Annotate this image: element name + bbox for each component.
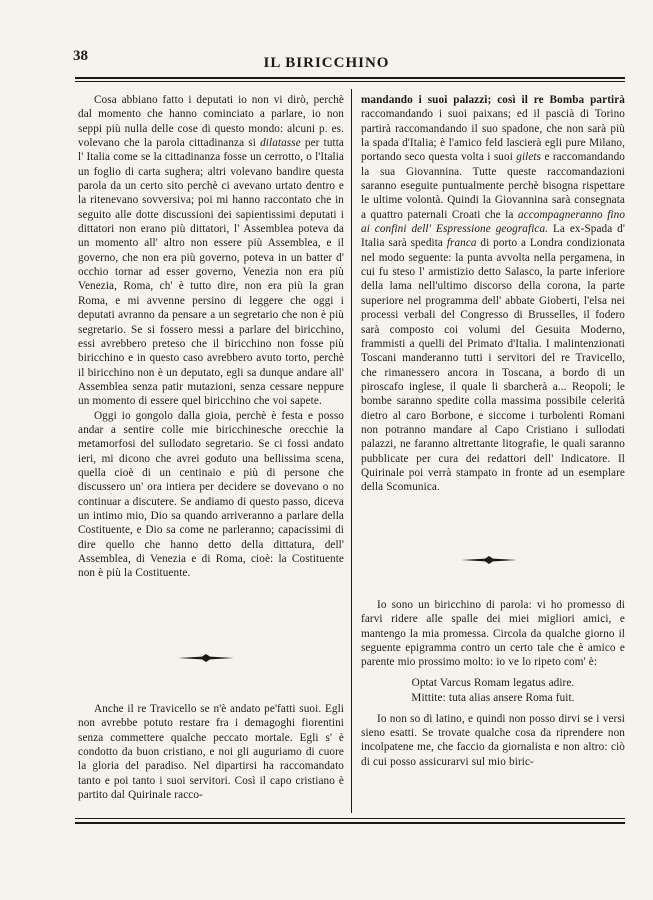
left-column-top	[78, 93, 344, 581]
bold-run: mandando i suoi palazzi; così il re Bomba partirà	[361, 94, 625, 106]
column-divider	[351, 89, 352, 813]
italic-run: accompagneranno fino ai confini dell' Espressione geografica.	[361, 208, 626, 236]
italic-run: dilatasse	[260, 137, 301, 150]
right-paragraph-3: Io non so di latino, e quindi non posso dirvi se i versi sieno esatti. Se trovate qualche cosa da riprendere non incolpatene me, che faccio da giornalista e non altro: ciò di cui posso assicurarvi sul mio biric-	[361, 712, 625, 768]
page-title: IL BIRICCHINO	[263, 55, 390, 71]
epigram-line-2: Mittite: tuta alias ansere Roma fuit.	[411, 691, 575, 704]
page-number: 38	[73, 48, 88, 64]
left-paragraph-2: Oggi io gongolo dalla gioia, perchè è festa e posso andar a sentire colle mie biricchinesche orecchie la metamorfosi del sullodato segretario. Se ci fossi andato ieri, mi dicono che avrei goduto una bellissima scena, quella cioè di un centinaio e più di persone che discussero un' ora intiera per decidere se dovevano o no continuar a discutere. Se andiamo di questo passo, diceva un intimo mio, Dio sa quando arriveranno a parlare della Costituente, e Dio sa come ne parleranno; capacissimi di dire quello che hanno detto della dittatura, dell' Assemblea, di Venezia e di Roma, cioè: la Costituente non è più la Costituente.	[78, 409, 344, 580]
italic-run: franca	[446, 237, 477, 250]
text-run: e raccomandando la sua Giovannina. Tutte queste raccomandazioni saranno eseguite puntualmente perchè bisogna rispettare le ultime volontà. Quindi la Giovannina sarà consegnata a quattro paternali Croati che la	[361, 151, 625, 221]
epigram	[361, 676, 625, 706]
text-run: Cosa abbiano fatto i deputati io non vi dirò, perchè dal momento che hanno cominciato a parlare, io non seppi più nulla delle cose di questo mondo: alcuni p. es. volevano che la parola cittadinanza si	[78, 94, 344, 150]
left-paragraph-3: Anche il re Travicello se n'è andato pe'fatti suoi. Egli non avrebbe potuto restare fra i demagoghi fiorentini senza commettere qualche peccato mortale. Egli s' è condotto da buon cristiano, e noi gli auguriamo di cuore la gloria del paradiso. Nel dipartirsi ha raccomandato tanto e poi tanto i suoi servitori. Così il capo cristiano è partito dal Quirinale racco-	[78, 703, 344, 802]
footer-rule-thick	[75, 822, 625, 824]
right-column-top	[361, 93, 625, 495]
text-run: raccomandando i suoi paixans; ed il pascià di Torino partirà raccomandando il suo spadone, che non sarà più la spada d'Italia; è l'amico feld lascierà egli pure Milano, portando seco questa volta i suoi	[361, 108, 625, 164]
left-paragraph-1	[78, 93, 344, 409]
header-rule-thick	[75, 77, 625, 79]
right-paragraph-1	[361, 93, 625, 495]
footer-rule-thin	[75, 818, 625, 819]
italic-run: gilets	[516, 151, 542, 164]
right-column-bottom	[361, 598, 625, 769]
text-run: per tutta l' Italia come se la cittadinanza fosse un cerrotto, o l'Italia un foglio di carta sughera; altri volevano bandire questa parola da un certo sito perchè ci avevano urtato dentro e la ritenevano sovversiva; poi mi hanno raccontato che in seguito alle dotte discussioni dei sapientissimi deputati i dittatori non erano più dittatori, l' Assemblea poteva da un momento all' altro non essere più Assemblea, e il governo, che non era più governo, poteva in un batter d' occhio tornar ad esser governo, Venezia non era più Venezia, Roma, ch' è tutto dire, non era più la gran Roma, e mi avvenne persino di leggere che oggi i deputati avranno da pensare a un segretario che non è più segretario. Se si fossero messi a parlare del biricchino, essi avrebbero preteso che il biricchino non fosse più biricchino e in questo caso avrebbero avuto torto, perchè il biricchino non è un deputato, egli sa dunque andare all' Assemblea senza patir mutazioni, senza cessare neppure un momento di essere quel biricchino che voi sapete.	[78, 137, 344, 408]
right-paragraph-2: Io sono un biricchino di parola: vi ho promesso di farvi ridere alle spalle dei miei migliori amici, e mantengo la mia promessa. Circola da qualche giorno il seguente epigramma contro un certo tale che è amico e parente mio prossimo molto: io ve lo ripeto com' è:	[361, 599, 625, 669]
epigram-line-1: Optat Varcus Romam legatus adire.	[411, 676, 575, 689]
section-ornament-left	[176, 653, 236, 663]
text-run: La ex-Spada d' Italia sarà spedita	[361, 223, 625, 250]
left-column-bottom	[78, 702, 344, 802]
section-ornament-right	[459, 555, 519, 565]
header-rule-thin	[75, 81, 625, 82]
text-run: di porto a Londra condizionata nel modo seguente: la punta avvolta nella pergamena, in cui fu steso l' armistizio detto Salasco, la parte inferiore della lama nell'ultimo discorso della corona, la parte superiore nel programma dell' abbate Gioberti, l'elsa nei processi verbali del Congresso di Brusselles, il fodero sarà composto coi volumi del Gesuita Moderno, frammisti a quelli del Primato d'Italia. I malintenzionati Toscani manderanno tutti i servitori del re Travicello, che rimanessero ancora in Toscana, a bordo di un piroscafo inglese, il quale li sbarcherà a... Reopoli; le bombe saranno spedite colla massima possibile celerità dietro al caro Borbone, e siccome i turbolenti Romani non potranno mandare al Capo Cristiano i sullodati palazzi, ne faranno altrettante litografie, le quali saranno pubblicate per cura dei redattori dell' Indicatore. Il Quirinale poi verrà stampato in fronte ad un esemplare della Scomunica.	[361, 237, 625, 494]
